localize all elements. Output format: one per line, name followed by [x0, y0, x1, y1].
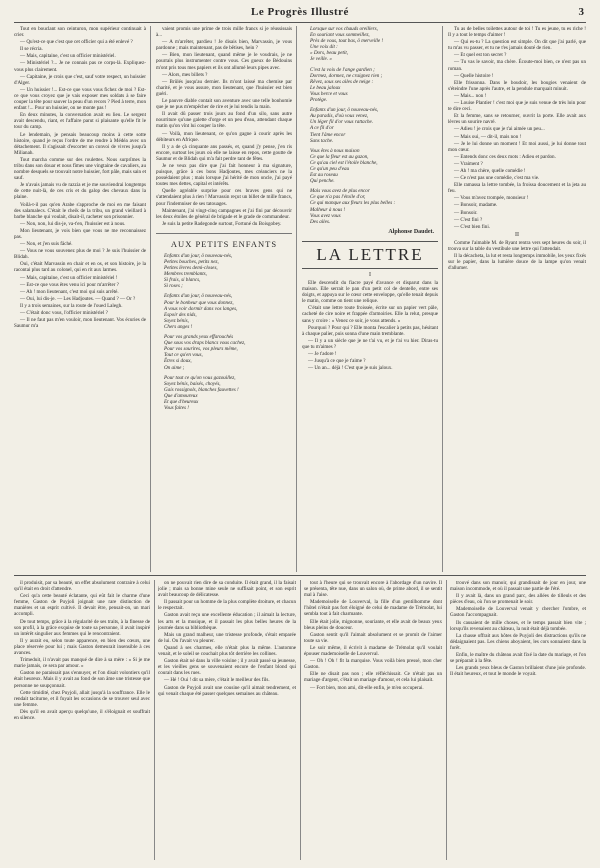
- paragraph: — Est-ce que vous êtes venu ici pour m'arrêter ?: [20, 281, 119, 288]
- paragraph: Oui, c'était Marvassin en chair et en os, et son histoire, je la racontai plus tard au colonel, qui en rit aux larmes.: [14, 261, 146, 274]
- verse-line: Ce qu'un peu d'eau: [310, 165, 350, 172]
- verse-line: Gais rossignols, blanches fauvettes !: [164, 386, 239, 393]
- paragraph: tout à l'heure qui se trouvait encore à l'abordage d'un navire. Il se présenta, tête nue, dans un salon où, de prime abord, il se sentit mal à l'aise.: [304, 580, 442, 599]
- verse-line: Espoir des nids,: [164, 311, 197, 318]
- paragraph: Elle ne disait pas non ; elle réfléchissait. Ce n'était pas un mariage d'argent, c'était un mariage d'amour, et cela lui plaisait.: [304, 671, 442, 684]
- verse-line: Des ailes.: [310, 218, 331, 225]
- paragraph: Il passait pour un homme de la plus complète droiture, et chacun le respectait.: [158, 599, 296, 612]
- verse-line: Pour tout ce qu'on vous gazouillez,: [164, 374, 236, 381]
- section-divider: [14, 575, 586, 576]
- section-number: I: [369, 271, 371, 278]
- stanza: [302, 148, 438, 185]
- poem-signature: Alphonse Daudet.: [388, 228, 434, 235]
- verse-line: Ce qui manque aux fleurs les plus belles :: [310, 200, 396, 207]
- verse-line: Pour vos sourires, vos pleurs même,: [164, 346, 238, 353]
- paragraph: Pourquoi ? Pour qui ? Elle monta l'escalier à petits pas, hésitant à chaque palier, puis sonna d'une main tremblante.: [302, 324, 438, 337]
- paragraph: Mademoiselle de Louverval, la fille d'un gentilhomme dont l'hôtel n'était pas fort éloigné de celui de madame de Trémolat, lui sembla tout à fait charmante.: [304, 599, 442, 618]
- paragraph: Le lendemain, je pensais beaucoup moins à cette sotte histoire, quand je reçus l'ordre de me rendre à Médéa avec un détachement. Il s'agissait d'escorter un convoi de vivres jusqu'à Milianah.: [14, 131, 146, 156]
- paragraph: — Un an... déjà ! C'est que je suis jaloux.: [308, 365, 393, 372]
- paragraph: Il y avait là, dans un grand parc, des allées de tilleuls et des pièces d'eau, où l'on se promenait le soir.: [450, 593, 586, 606]
- verse-line: Mais vous avez de plus encor: [310, 188, 370, 195]
- paragraph: Ils causaient de mille choses, et le temps passait bien vite ; lorsqu'ils revenaient au château, la nuit était déjà tombée.: [450, 619, 586, 632]
- verse-line: Près de vous, tout bas, ô merveille !: [310, 38, 384, 45]
- verse-line: Protège.: [310, 97, 328, 104]
- story-title: LA LETTRE: [302, 241, 438, 269]
- paragraph: — Fort bien, mon ami, dit-elle enfin, je m'en occuperai.: [310, 684, 424, 691]
- page-header: [14, 6, 586, 23]
- verse-line: Enfants d'un jour, ô nouveau-nés,: [164, 293, 233, 300]
- verse-line: Membres tremblants,: [164, 271, 207, 278]
- column-2: [156, 26, 292, 572]
- paragraph: Gaston était né dans la ville voisine ; il y avait passé sa jeunesse, et les vieilles gens se souvenaient encore de l'enfant blond qui courait dans les rues.: [158, 658, 296, 677]
- verse-line: Enfants d'un jour, ô nouveau-nés,: [310, 107, 379, 114]
- paragraph: Elle frissonna. Dans le boudoir, les bougies venaient de s'éteindre l'une après l'autre, et la pendule marquait minuit.: [448, 79, 586, 92]
- paragraph: Je n'avais jamais vu de razzia et je me souviendrai longtemps de cette nuit-là, de ces cris et du galop des chevaux dans la plaine.: [14, 182, 146, 201]
- verse-line: Que d'amoureux: [164, 392, 198, 399]
- verse-line: Petites lèvres demi-closes,: [164, 265, 218, 272]
- paragraph: — Brûlés jusqu'au dernier. Ils m'ont laissé ma chemise par charité, et je vous assure, mon lieutenant, que l'huissier est bien guéri.: [156, 78, 292, 97]
- paragraph: — C'est bien fini.: [454, 223, 491, 230]
- paragraph: De tout temps, grâce à la régularité de ses traits, à la finesse de son profil, à la grâce exquise de toute sa personne, il avait inspiré un intérêt singulier aux femmes qui le rencontraient.: [14, 618, 150, 637]
- paragraph: Ceci qu'a cette beauté éclatante, qui eût fait le charme d'une femme, Gaston de Puyjoli joignait une rare distinction de manières et un esprit cultivé. Il devait être, pensait-on, un mari accompli.: [14, 593, 150, 618]
- verse-line: Vous êtes à nous maison: [310, 147, 360, 154]
- paragraph: Et la femme, sans se retourner, ouvrit la porte. Elle avait aux lèvres un sourire navré.: [448, 113, 586, 126]
- verse-line: Tout ce qu'en vous,: [164, 352, 203, 359]
- stanza: [156, 253, 292, 290]
- column-4: [448, 26, 586, 572]
- paragraph: — Et quel est ton secret ?: [454, 52, 507, 59]
- verse-line: Tient l'âme encor: [310, 131, 346, 138]
- poem-title: AUX PETITS ENFANTS: [156, 233, 292, 249]
- column-rule: [154, 580, 155, 860]
- paragraph: — Non, et j'en suis fâché.: [20, 241, 73, 248]
- stanza: [302, 67, 438, 104]
- paragraph: — Vous m'avez trompée, monsieur !: [454, 195, 529, 202]
- verse-line: Le beau jaloux: [310, 84, 341, 91]
- paragraph: trouvé dans son manoir, qui grandissait de jour en jour, une maison incommode, et où il passait une partie de l'été.: [450, 580, 586, 593]
- verse-line: Rêvez, sous ses ailes de neige :: [310, 78, 374, 85]
- stanza: [156, 293, 292, 330]
- verse-line: Pour vos grands yeux effarouchés: [164, 334, 234, 341]
- paragraph: — C'est fini ?: [454, 216, 483, 223]
- paragraph: Gaston ne paraissait pas s'ennuyer, et l'on disait volontiers qu'il était heureux. Mais il y avait au fond de son âme une tristesse que personne ne soupçonnait.: [14, 670, 150, 689]
- verse-line: Qui penche.: [310, 178, 335, 185]
- paragraph: Il se récria.: [20, 46, 43, 53]
- page-number: 3: [578, 6, 584, 18]
- paragraph: — Oh ! Oh ! fit la marquise. Vous voilà bien pressé, mon cher Gaston.: [304, 658, 442, 671]
- paragraph: — Vraiment ?: [454, 160, 483, 167]
- verse-line: Êtres si doux,: [164, 358, 192, 365]
- verse-line: En souriant vous sommeillez,: [310, 32, 370, 39]
- paragraph: Quand à ses charmes, elle n'était plus la même. L'automne venait, et le soleil se couchait plus tôt derrière les collines.: [158, 644, 296, 658]
- stanza: [156, 334, 292, 371]
- column-rule: [442, 26, 443, 572]
- verse-line: « Dors, beau petit,: [310, 50, 349, 57]
- paragraph: — Jusqu'à ce que je t'aime ?: [308, 358, 366, 365]
- paragraph: — Il ne faut pas m'en vouloir, mon lieutenant. Vos écuries de Saumur m'a: [14, 317, 146, 330]
- paragraph: Je ne veux pas dire que j'ai fait honneur à ma signature, puisque, grâce à ces bons Hadjoutes, mes créanciers ne la possédaient plus ; mais lorsque j'ai hérité de mon oncle, j'ai payé toutes mes dettes, capital et intérêts.: [156, 162, 292, 188]
- paragraph: — Je t'adore !: [308, 351, 337, 358]
- paragraph: Le soir même, il écrivit à madame de Trémolat qu'il voulait épouser mademoiselle de Louverval.: [304, 644, 442, 658]
- paragraph: — Adieu ! je crois que je t'ai aimée un peu...: [454, 126, 545, 133]
- paragraph: — C'était donc vous, l'officier ministériel ?: [20, 310, 108, 317]
- paragraph: on ne pouvait rien dire de sa conduite. Il était grand, il la faisait jolie ; mais sa bonne mine seule ne suffisait point, et son esprit avait beaucoup de délicatesse.: [158, 580, 296, 599]
- verse-line: Sans tache.: [310, 137, 334, 144]
- column-rule: [150, 26, 151, 572]
- paragraph: Mon lieutenant, je vois bien que vous ne me reconnaissez pas.: [14, 227, 146, 240]
- paragraph: — Alors, mes billets ?: [162, 71, 208, 78]
- newspaper-title: Le Progrès Illustré: [251, 6, 349, 18]
- paragraph: — Hé ! Oui ! dit sa mère, c'était le meilleur des fils.: [164, 677, 270, 684]
- paragraph: Maintenant, j'ai vingt-cinq campagnes et j'ai fini par découvrir les deux étoiles de général de brigade et le grade de commandeur.: [156, 207, 292, 220]
- paragraph: Tout marcha comme sur des roulettes. Nous surprîmes la tribu dans son douar et nous fîmes une vingtaine de cavaliers, au nombre desquels se trouvait notre huissier, fort pâle, mais sain et sauf.: [14, 156, 146, 182]
- paragraph: Mais un grand malheur, une tristesse profonde, s'était emparée de lui. On l'avait vu pleurer.: [158, 631, 296, 644]
- paragraph: Voilà-t-il pas qu'en Arabe s'approche de moi en me faisant des salamalecs. C'était le cheik de la tribu, un grand vieillard à barbe blanche qui voulait, disait-il, racheter son prisonnier.: [14, 201, 146, 220]
- paragraph: Tout en bouclant son ceinturon, mon supérieur continuait à crier.: [14, 26, 146, 39]
- verse-line: Ce qu'au ciel est l'étoile blanche,: [310, 159, 378, 166]
- paragraph: Dès qu'il en avait aperçu quelqu'une, il s'éloignait et souffrait en silence.: [14, 708, 150, 721]
- section-number: II: [515, 231, 519, 238]
- paragraph: Il la décacheta, la lut et resta longtemps immobile, les yeux fixés sur le papier, dans la lumière douce de la lampe qu'on venait d'allumer.: [448, 253, 586, 272]
- stanza: [302, 26, 438, 63]
- verse-line: Si frais, si blancs,: [164, 277, 201, 284]
- verse-line: Je veille. »: [310, 56, 332, 63]
- paragraph: — Bien, mon lieutenant, quand même je le voudrais, je ne pourrais plus instrumenter contre vous. Ces gueux de Bédouins m'ont pris tous mes papiers et ils ont allumé leurs pipes avec.: [156, 52, 292, 71]
- paragraph: Cette timidité, chez Puyjoli, allait jusqu'à la souffrance. Elle le rendait taciturne, et il fuyait les occasions de se trouver seul avec une femme.: [14, 689, 150, 708]
- paragraph: — Quelle histoire !: [454, 72, 494, 79]
- verse-line: Est au roseau: [310, 172, 338, 179]
- paragraph: vaient promis une prime de trois mille francs si je réussissais à...: [156, 26, 292, 39]
- paragraph: — Ah ! mon lieutenant, c'est moi qui suis arrêté.: [20, 288, 119, 295]
- paragraph: — Ministériel ?... Je ne connais pas ce corps-là. Expliquez-vous plus clairement.: [14, 60, 146, 73]
- verse-line: Lorsque sur vos chauds oreillers,: [310, 26, 378, 32]
- verse-line: Vous berce et vous: [310, 90, 348, 97]
- feuilleton-column-2: [158, 580, 296, 860]
- paragraph: Trimeduit, il n'avait pas manqué de dire à sa mère : « Si je me marie jamais, ce sera par amour. »: [14, 657, 150, 670]
- paragraph: — Entends donc ces deux mots : Adieu et pardon.: [454, 153, 556, 160]
- paragraph: Les grands yeux bleus de Gaston brillaient d'une joie profonde. Il était heureux, et tout le monde le voyait.: [450, 665, 586, 678]
- paragraph: — Capitaine, je crois que c'est, sauf votre respect, un huissier d'Alger.: [14, 73, 146, 86]
- paragraph: — Je le lui donne un moment ! Et moi aussi, je lui donne tout mon cœur.: [448, 140, 586, 153]
- paragraph: — Mais, capitaine, c'est un officier ministériel !: [20, 274, 118, 281]
- verse-line: Si roses ;: [164, 283, 183, 290]
- stanza: [156, 375, 292, 412]
- verse-line: A ce fil d'or: [310, 125, 334, 132]
- verse-line: A vous voir dormir dans vos langes,: [164, 305, 238, 312]
- paragraph: Elle descendit du fiacre payé d'avance et disparut dans la maison. Elle serrait le pan d'un petit col de dentelle, entre ses doigts, et appuya sur le cœur cette enveloppe, qu'elle tenait depuis le matin, comme on tient une relique.: [302, 280, 438, 305]
- verse-line: Une voix dit :: [310, 44, 338, 51]
- paragraph: — Qu'est-ce que c'est que cet officier qui a été enlevé ?: [20, 39, 133, 46]
- paragraph: — Louise Plantier ! c'est moi que je suis venue de très loin pour te dire ceci.: [448, 100, 586, 113]
- paragraph: Mademoiselle de Louverval venait y chercher l'ombre, et Gaston l'accompagnait.: [450, 606, 586, 619]
- feuilleton-column-1: [14, 580, 150, 860]
- paragraph: — Vous ne vous souvenez plus de moi ? Je suis l'huissier de Blidah.: [14, 248, 146, 261]
- paragraph: il produisit, par sa beauté, un effet absolument contraire à celui qu'il était en droit d'attendre.: [14, 580, 150, 593]
- paragraph: — Mais... non !: [454, 92, 487, 99]
- column-3: [302, 26, 438, 572]
- verse-line: Chers anges !: [164, 323, 193, 330]
- paragraph: Tu as de belles toilettes autour de toi ! Tu es jeune, tu es riche ! Il y a tout le temps d'aimer !: [448, 26, 586, 39]
- paragraph: — Qui es-tu ? La question est simple. On dit que j'ai parlé, que tu m'as vu passer, et tu ne t'es jamais douté de rien.: [448, 39, 586, 52]
- paragraph: Il y aurait eu, selon toute apparence, en bien des cœurs, une place réservée pour lui ; mais Gaston demeurait insensible à ces avances.: [14, 637, 150, 657]
- verse-line: Vous avez vous: [310, 212, 341, 219]
- paragraph: — Il y a un siècle que je ne t'ai vu, et je t'ai vu hier. Diras-tu que tu m'aimes ?: [302, 337, 438, 350]
- column-rule: [296, 26, 297, 572]
- verse-line: Ce que la fleur est au gazon,: [310, 153, 369, 160]
- verse-line: Vous faites !: [164, 405, 189, 412]
- stanza: [302, 107, 438, 144]
- paragraph: — Oui, lui dis-je. — Les Hadjoutes. — Quand ? — Or ?: [20, 295, 136, 302]
- paragraph: La chasse offrait aux hôtes de Puyjoli des distractions qu'ils ne dédaignaient pas. Les chiens aboyaient, les cors sonnaient dans la forêt.: [450, 632, 586, 651]
- paragraph: En deux minutes, la conversation avait eu lieu. Le sergent avait descendu, riant, et l'affaire parut si plaisante qu'elle fit le tour du camp.: [14, 112, 146, 131]
- verse-line: Pour le bonheur que vous donnez,: [164, 299, 234, 306]
- paragraph: Quelle agréable surprise pour ces braves gens qui ne s'attendaient plus à rien ! Marvassin reçut un billet de mille francs, pour l'indemniser de ses tatouages.: [156, 188, 292, 207]
- verse-line: Et que d'heureux: [164, 398, 199, 405]
- column-rule: [446, 580, 447, 860]
- verse-line: C'est la voix de l'ange gardien ;: [310, 66, 375, 73]
- verse-line: Un léger fil d'or vous rattache.: [310, 119, 374, 126]
- paragraph: Comme l'aimable M. de Ryant rentra vers sept heures du soir, il trouva sur la table du vestibule une lettre qui l'attendait.: [448, 239, 586, 252]
- verse-line: Ce que n'a pas l'étoile d'or,: [310, 194, 366, 201]
- verse-line: Que sous vos draps blancs vous cachez,: [164, 340, 246, 347]
- paragraph: Il y a trois semaines, sur la route de l'oued Lalegh.: [20, 302, 123, 309]
- paragraph: Elle ramassa la lettre tombée, la froissa doucement et la jeta au feu.: [448, 182, 586, 195]
- verse-line: Dormez, dormez, ne craignez rien ;: [310, 72, 383, 79]
- paragraph: — Mais, capitaine, c'est un officier ministériel.: [20, 53, 116, 60]
- paragraph: — Ah ! ma chère, quelle comédie !: [454, 167, 526, 174]
- paragraph: — Mais oui, — dit-il, mais non !: [454, 133, 522, 140]
- paragraph: — Bonsoir.: [454, 209, 478, 216]
- paragraph: — Non, non, lui dis-je, va-t'en, l'huissier est à nous.: [20, 220, 126, 227]
- verse-line: Malheur à nous !: [310, 206, 346, 213]
- paragraph: Le pauvre diable contait son aventure avec une telle bonhomie que je ne pus m'empêcher de rire et je lui tendis la main.: [156, 98, 292, 111]
- paragraph: — A m'arrêter, pardieu ! Je disais bien, Marvassin, je vous pardonne ; mais maintenant, pas de bêtises, hein ?: [156, 39, 292, 52]
- verse-line: Soyez bénis,: [164, 317, 189, 324]
- paragraph: Elle était jolie, mignonne, souriante, et elle avait de beaux yeux bleus pleins de douceur.: [304, 618, 442, 631]
- feuilleton-column-4: [450, 580, 586, 860]
- feuilleton-column-3: [304, 580, 442, 860]
- column-rule: [300, 580, 301, 860]
- verse-line: Enfants d'un jour, ô nouveau-nés,: [164, 252, 233, 259]
- paragraph: — Bonsoir, madame.: [454, 202, 498, 209]
- verse-line: On aime ;: [164, 364, 185, 371]
- verse-line: Soyez bénis, baisés, choyés,: [164, 380, 221, 387]
- paragraph: Enfin, le maître du château avait fixé la date du mariage, et l'on se préparait à la fête.: [450, 652, 586, 665]
- stanza: [302, 188, 438, 225]
- paragraph: Il y a de çà cinquante ans passés, et, quand j'y pense, j'en ris encore, surtout les jours où elle ne laisse en repos, cette goutte de Saumur et de Blidah qui m'a fait perdre tant de fêtes.: [156, 143, 292, 162]
- column-1: [14, 26, 146, 572]
- paragraph: Je suis la petite Radegonde surtout, Fortuné du Boisgobey.: [162, 220, 282, 227]
- paragraph: — Tu vas le savoir, ma chère. Écoute-moi bien, ce n'est pas un roman.: [448, 59, 586, 72]
- paragraph: Gaston sentit qu'il l'aimait absolument et se promit de l'aimer toute sa vie.: [304, 631, 442, 644]
- paragraph: — Ce n'est pas une comédie, c'est ma vie.: [454, 175, 540, 182]
- paragraph: — Voilà, mon lieutenant, ce qu'on gagne à courir après les débiteurs en Afrique.: [156, 130, 292, 143]
- paragraph: Il avait dû passer trois jours au fond d'un silo, sans autre nourriture qu'une galette d'orge et un peu d'eau, attendant chaque matin qu'on vînt lui couper la tête.: [156, 111, 292, 130]
- verse-line: Au paradis, d'où vous venez,: [310, 113, 369, 120]
- paragraph: Gaston avait reçu une excellente éducation ; il aimait la lecture, les arts et la musique, et il passait les plus belles heures de la journée dans sa bibliothèque.: [158, 612, 296, 631]
- paragraph: — Un huissier !... Est-ce que vous vous fichez de moi ? Est-ce que vous croyez que je vais exposer mes soldats à se faire couper la tête pour sauver la peau d'un recors ? Pied à terre, mon enfant !... Pour un huissier, on ne monte pas !: [14, 86, 146, 112]
- paragraph: Gaston de Puyjoli avait une cousine qu'il aimait tendrement, et qui venait chaque été passer quelques semaines au château.: [158, 684, 296, 697]
- paragraph: C'était une lettre toute froissée, écrite sur un papier vert pâle, cacheté de cire noire et frappée d'armoiries. Elle la relut, presque sans y croire : « Venez ce soir, je vous attends. »: [302, 305, 438, 324]
- verse-line: Petites bouches, petits nez,: [164, 259, 219, 265]
